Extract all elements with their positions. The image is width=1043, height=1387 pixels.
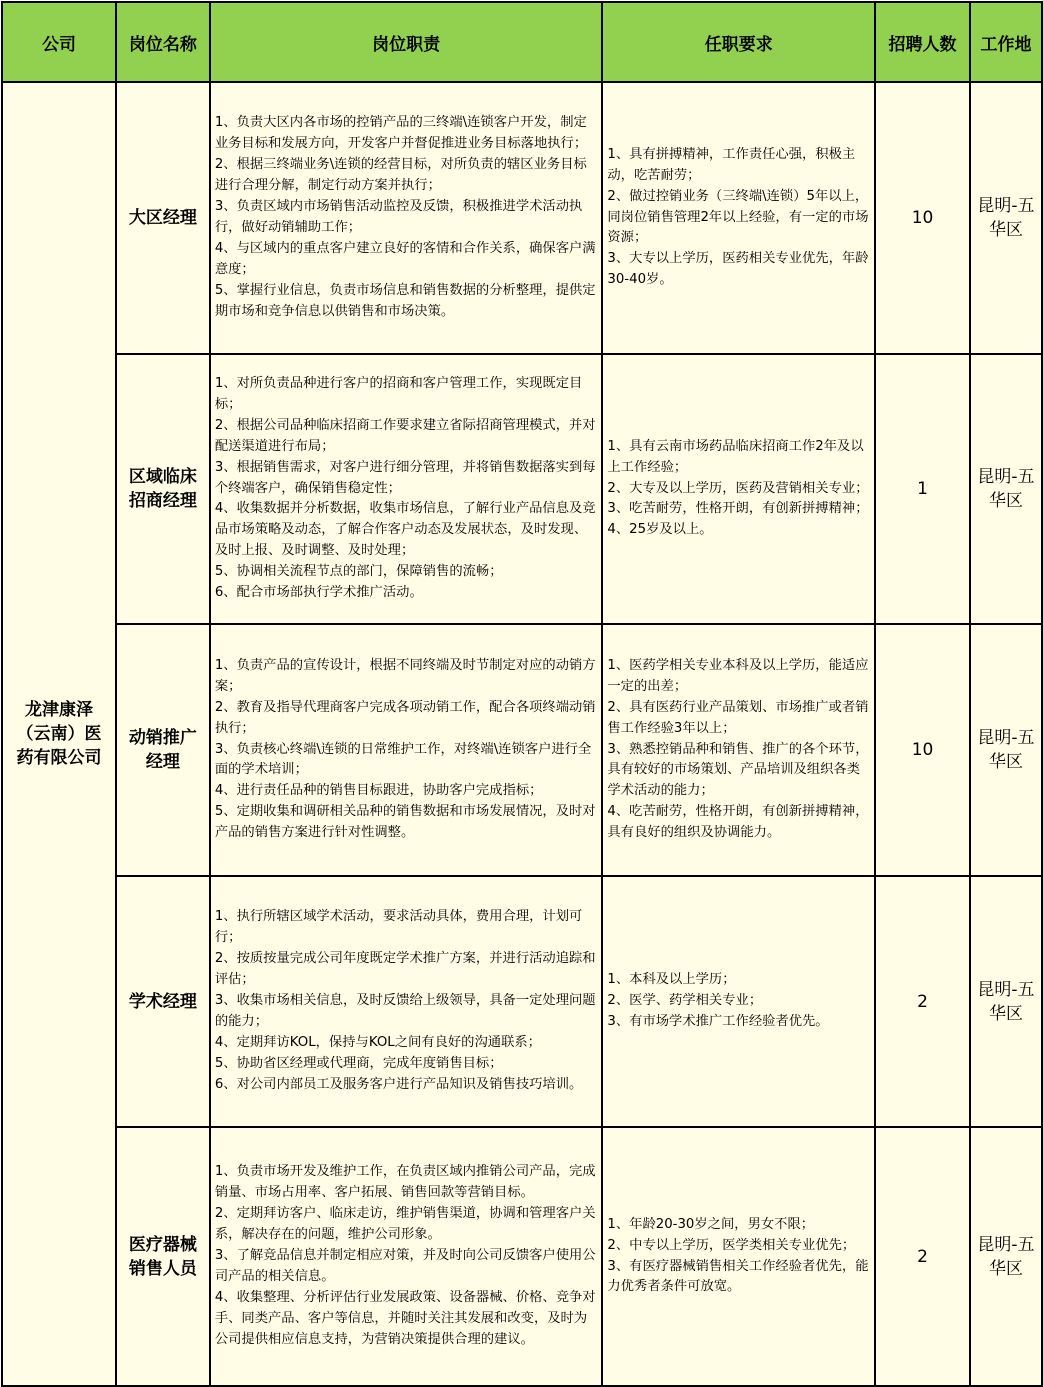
duty-item: 3、了解竞品信息并制定相应对策，并及时向公司反馈客户使用公司产品的相关信息。 [214, 1248, 596, 1284]
requirement-item: 4、25岁及以上。 [607, 522, 713, 538]
company-name: 龙津康泽（云南）医药有限公司 [2, 82, 116, 1386]
header-duties: 岗位职责 [210, 2, 603, 82]
recruitment-table [1, 1, 1043, 1387]
duties-cell [210, 1127, 603, 1386]
work-location: 昆明-五华区 [970, 82, 1042, 354]
table-row [2, 1127, 1042, 1386]
position-name: 动销推广经理 [116, 624, 210, 876]
duty-item: 5、协调相关流程节点的部门，保障销售的流畅； [214, 564, 503, 580]
header-requirements: 任职要求 [602, 2, 875, 82]
header-count: 招聘人数 [875, 2, 970, 82]
table-row [2, 82, 1042, 354]
requirement-item: 1、具有拼搏精神，工作责任心强，积极主动，吃苦耐劳； [607, 146, 856, 183]
work-location: 昆明-五华区 [970, 1127, 1042, 1386]
duty-item: 5、协助省区经理或代理商，完成年度销售目标； [214, 1055, 503, 1071]
duties-cell [210, 82, 603, 354]
duties-cell [210, 354, 603, 624]
headcount: 2 [875, 1127, 970, 1386]
duty-item: 6、配合市场部执行学术推广活动。 [214, 585, 423, 601]
header-company: 公司 [2, 2, 116, 82]
table-row [2, 876, 1042, 1127]
duty-item: 4、定期拜访KOL，保持与KOL之间有良好的沟通联系； [214, 1034, 541, 1050]
duty-item: 4、进行责任品种的销售目标跟进，协助客户完成指标； [214, 783, 543, 799]
duty-item: 3、收集市场相关信息，及时反馈给上级领导，具备一定处理问题的能力； [214, 993, 596, 1029]
duty-item: 2、教育及指导代理商客户完成各项动销工作，配合各项终端动销执行； [214, 699, 596, 736]
position-name: 学术经理 [116, 876, 210, 1127]
duty-item: 1、执行所辖区域学术活动，要求活动具体，费用合理，计划可行； [214, 909, 583, 946]
requirement-item: 1、年龄20-30岁之间，男女不限； [607, 1216, 815, 1232]
duties-cell [210, 876, 603, 1127]
requirement-item: 1、本科及以上学历； [607, 972, 736, 988]
position-name: 大区经理 [116, 82, 210, 354]
requirements-cell [602, 354, 875, 624]
requirements-cell [602, 82, 875, 354]
duty-item: 1、负责大区内各市场的控销产品的三终端\连锁客户开发，制定业务目标和发展方向，开发客户并督促推进业务目标落地执行； [214, 115, 588, 152]
requirement-item: 3、有医疗器械销售相关工作经验者优先，能力优秀者条件可放宽。 [607, 1258, 869, 1295]
duty-item: 1、负责产品的宣传设计，根据不同终端及时节制定对应的动销方案； [214, 657, 596, 694]
table-row [2, 624, 1042, 876]
duty-item: 2、根据三终端业务\连锁的经营目标，对所负责的辖区业务目标进行合理分解，制定行动方案并执行； [214, 157, 587, 194]
headcount: 1 [875, 354, 970, 624]
position-name: 区域临床招商经理 [116, 354, 210, 624]
duty-item: 3、根据销售需求，对客户进行细分管理，并将销售数据落实到每个终端客户，确保销售稳定性； [214, 459, 596, 496]
duty-item: 4、收集整理、分析评估行业发展政策、设备器械、价格、竞争对手、同类产品、客户等信息，并随时关注其发展和改变，及时为公司提供相应信息支持，为营销决策提供合理的建议。 [214, 1289, 596, 1347]
table-row [2, 354, 1042, 624]
position-name: 医疗器械销售人员 [116, 1127, 210, 1386]
duty-item: 4、与区域内的重点客户建立良好的客情和合作关系，确保客户满意度； [214, 240, 596, 277]
duty-item: 2、按质按量完成公司年度既定学术推广方案，并进行活动追踪和评估； [214, 951, 596, 988]
requirement-item: 3、有市场学术推广工作经验者优先。 [607, 1013, 829, 1029]
requirement-item: 2、具有医药行业产品策划、市场推广或者销售工作经验3年以上； [607, 699, 869, 736]
requirements-cell [602, 1127, 875, 1386]
work-location: 昆明-五华区 [970, 354, 1042, 624]
duty-item: 5、掌握行业信息，负责市场信息和销售数据的分析整理，提供定期市场和竞争信息以供销售和市场决策。 [214, 282, 596, 319]
requirements-cell [602, 624, 875, 876]
header-row [2, 2, 1042, 82]
duty-item: 2、根据公司品种临床招商工作要求建立省际招商管理模式，并对配送渠道进行布局； [214, 417, 596, 454]
requirements-cell [602, 876, 875, 1127]
requirement-item: 2、医学、药学相关专业； [607, 993, 763, 1009]
requirement-item: 2、中专以上学历，医学类相关专业优先； [607, 1237, 856, 1253]
requirement-item: 1、具有云南市场药品临床招商工作2年及以上工作经验； [607, 438, 864, 475]
headcount: 10 [875, 82, 970, 354]
requirement-item: 4、吃苦耐劳，性格开朗，有创新拼搏精神，具有良好的组织及协调能力。 [607, 804, 869, 841]
duty-item: 3、负责区域内市场销售活动监控及反馈，积极推进学术活动执行，做好动销辅助工作； [214, 199, 583, 235]
duties-cell [210, 624, 603, 876]
duty-item: 2、定期拜访客户、临床走访，维护销售渠道，协调和管理客户关系，解决存在的问题，维护公司形象。 [214, 1206, 596, 1243]
duty-item: 5、定期收集和调研相关品种的销售数据和市场发展情况，及时对产品的销售方案进行针对性调整。 [214, 804, 596, 841]
work-location: 昆明-五华区 [970, 876, 1042, 1127]
duty-item: 6、对公司内部员工及服务客户进行产品知识及销售技巧培训。 [214, 1076, 583, 1092]
duty-item: 1、负责市场开发及维护工作，在负责区域内推销公司产品，完成销量、市场占用率、客户拓展、销售回款等营销目标。 [214, 1164, 596, 1201]
headcount: 10 [875, 624, 970, 876]
header-position: 岗位名称 [116, 2, 210, 82]
duty-item: 1、对所负责品种进行客户的招商和客户管理工作，实现既定目标； [214, 376, 583, 412]
headcount: 2 [875, 876, 970, 1127]
requirement-item: 3、熟悉控销品种和销售、推广的各个环节，具有较好的市场策划、产品培训及组织各类学术活动的能力； [607, 741, 869, 799]
requirement-item: 2、大专及以上学历，医药及营销相关专业； [607, 480, 869, 496]
requirement-item: 3、大专以上学历，医药相关专业优先，年龄30-40岁。 [607, 251, 869, 288]
work-location: 昆明-五华区 [970, 624, 1042, 876]
requirement-item: 3、吃苦耐劳，性格开朗，有创新拼搏精神； [607, 501, 869, 517]
requirement-item: 2、做过控销业务（三终端\连锁）5年以上，同岗位销售管理2年以上经验，有一定的市场资源； [607, 188, 869, 246]
duty-item: 3、负责核心终端\连锁的日常维护工作，对终端\连锁客户进行全面的学术培训； [214, 741, 592, 778]
duty-item: 4、收集数据并分析数据，收集市场信息，了解行业产品信息及竞品市场策略及动态，了解合作客户动态及发展状态，及时发现、及时上报、及时调整、及时处理； [214, 501, 596, 559]
requirement-item: 1、医药学相关专业本科及以上学历，能适应一定的出差； [607, 657, 869, 694]
header-location: 工作地 [970, 2, 1042, 82]
